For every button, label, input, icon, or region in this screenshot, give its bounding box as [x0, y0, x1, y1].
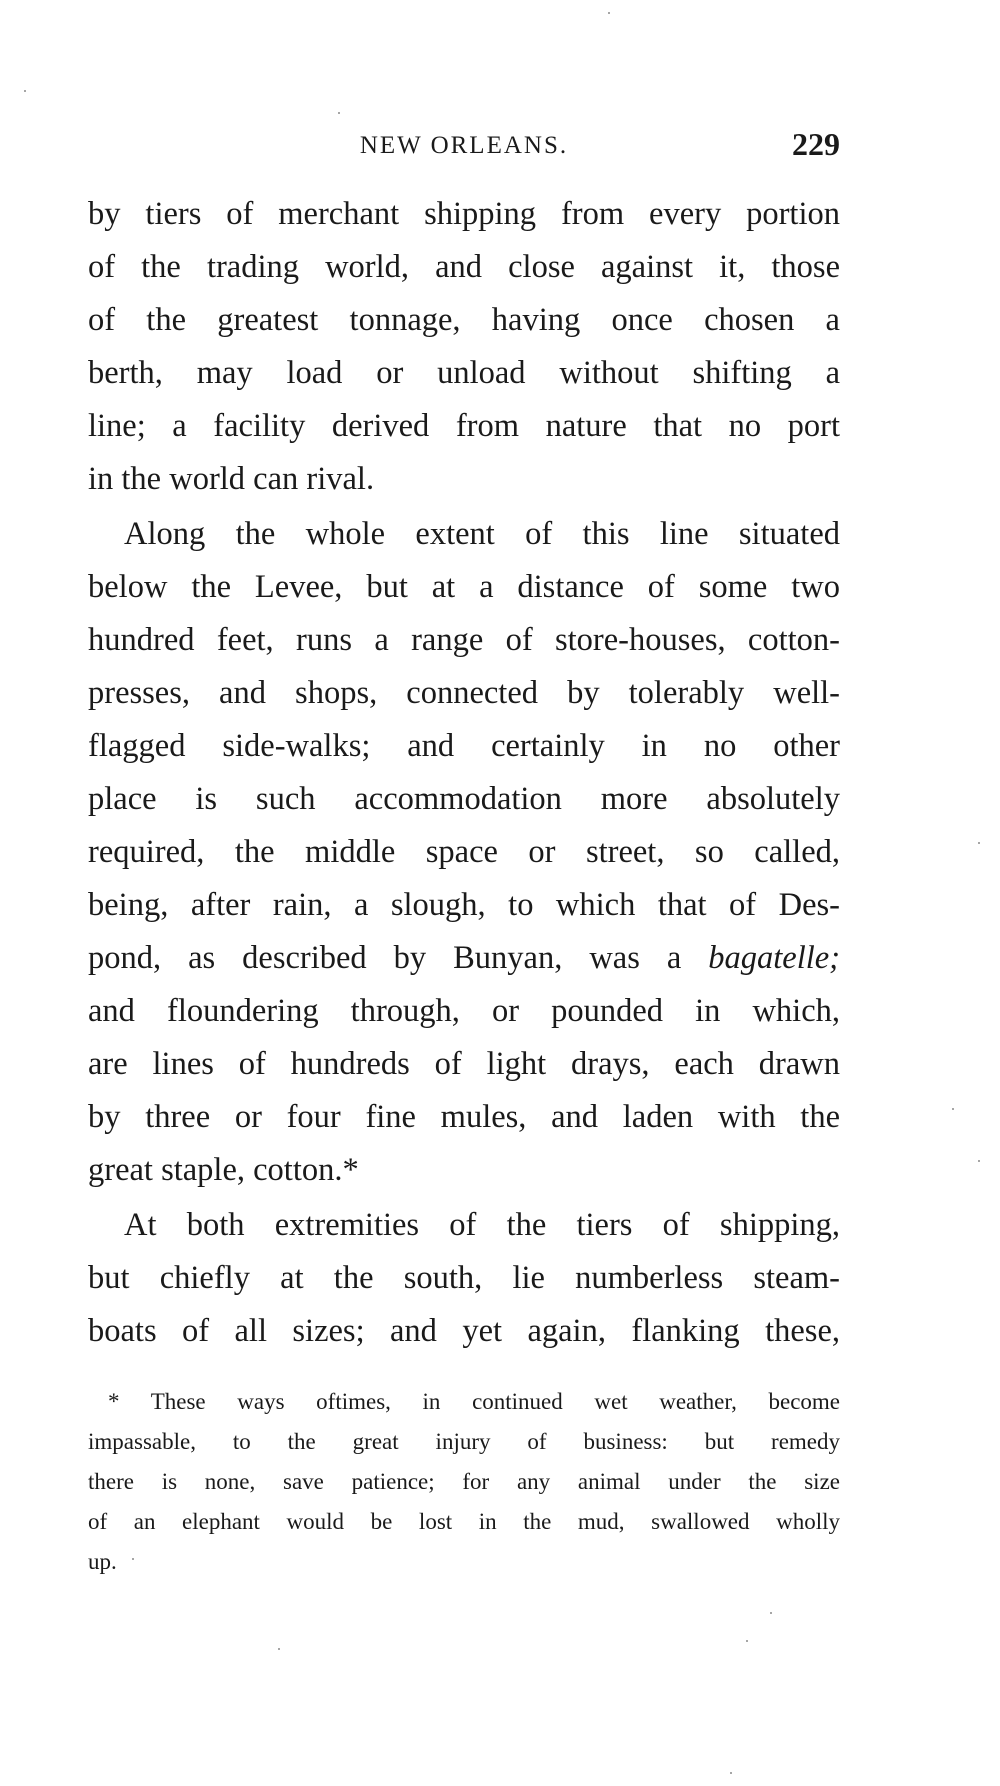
scan-speck — [608, 12, 610, 14]
text-line: are lines of hundreds of light drays, each drawn — [88, 1046, 840, 1082]
footnote — [88, 1382, 840, 1582]
footnote-line: there is none, save patience; for any animal under the size — [88, 1469, 840, 1494]
text-line: but chiefly at the south, lie numberless steam- — [88, 1260, 840, 1296]
scan-speck — [278, 1648, 280, 1650]
text-line: by tiers of merchant shipping from every portion — [88, 196, 840, 232]
italic-word: bagatelle; — [708, 940, 840, 976]
scan-speck — [952, 1108, 954, 1110]
text-line-with-italic — [88, 932, 840, 985]
footnote-line: up. — [88, 1549, 117, 1574]
scan-speck — [338, 112, 340, 114]
body-text — [88, 188, 840, 1358]
text-line: required, the middle space or street, so called, — [88, 834, 840, 870]
text-line: place is such accommodation more absolutely — [88, 781, 840, 817]
scan-speck — [746, 1640, 748, 1642]
footnote-line: impassable, to the great injury of business: but remedy — [88, 1429, 840, 1454]
scan-speck — [978, 1160, 980, 1162]
text-line: great staple, cotton.* — [88, 1152, 359, 1188]
running-title: NEW ORLEANS. — [359, 132, 569, 159]
text-line: berth, may load or unload without shifting a — [88, 355, 840, 391]
scan-speck — [24, 90, 26, 92]
footnote-line: of an elephant would be lost in the mud, swallowed wholly — [88, 1509, 840, 1534]
text-line: presses, and shops, connected by tolerably well- — [88, 675, 840, 711]
scan-speck — [978, 842, 980, 844]
page-number: 229 — [792, 126, 840, 162]
scan-speck — [770, 1612, 772, 1614]
text-line: being, after rain, a slough, to which that of Des- — [88, 887, 840, 923]
footnote-line: * These ways oftimes, in continued wet weather, become — [108, 1389, 840, 1414]
text-line: of the greatest tonnage, having once chosen a — [88, 302, 840, 338]
text-line: of the trading world, and close against it, those — [88, 249, 840, 285]
running-head — [88, 126, 840, 170]
text-line: line; a facility derived from nature that no port — [88, 408, 840, 444]
text-line: pond, as described by Bunyan, was a — [88, 940, 709, 976]
scan-speck — [132, 1558, 134, 1560]
text-line: and floundering through, or pounded in which, — [88, 993, 840, 1029]
text-line: boats of all sizes; and yet again, flanking these, — [88, 1313, 840, 1349]
footnote-first-line — [88, 1382, 840, 1422]
text-line: below the Levee, but at a distance of some two — [88, 569, 840, 605]
text-line: Along the whole extent of this line situated — [124, 516, 840, 552]
text-line: hundred feet, runs a range of store-houses, cotton- — [88, 622, 840, 658]
text-line: At both extremities of the tiers of shipping, — [124, 1207, 840, 1243]
paragraph-start-line — [88, 1199, 840, 1252]
scan-speck — [730, 1772, 732, 1774]
text-line: flagged side-walks; and certainly in no other — [88, 728, 840, 764]
paragraph-start-line — [88, 508, 840, 561]
text-line: in the world can rival. — [88, 461, 375, 497]
text-line: by three or four fine mules, and laden with the — [88, 1099, 840, 1135]
